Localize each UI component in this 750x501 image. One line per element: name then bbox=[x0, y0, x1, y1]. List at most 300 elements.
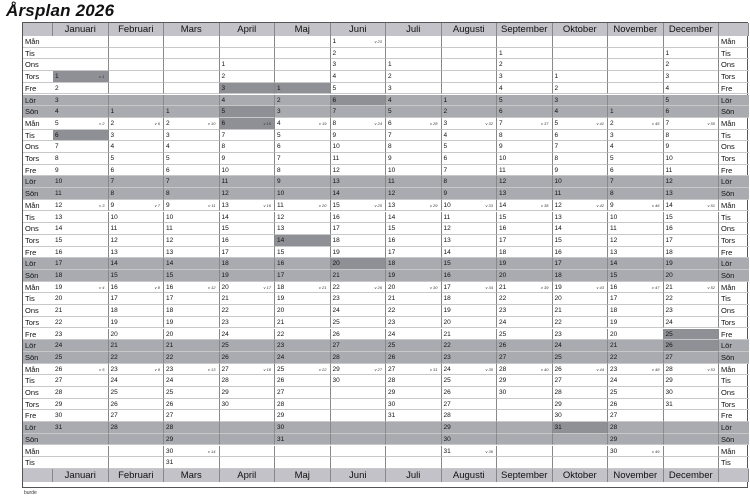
day-cell[interactable]: 18 bbox=[331, 235, 387, 247]
day-cell[interactable]: 11 v 20 bbox=[275, 200, 331, 212]
day-cell[interactable]: 29 bbox=[53, 399, 109, 411]
day-cell[interactable]: 21 bbox=[164, 340, 220, 352]
day-cell[interactable]: 27 bbox=[442, 399, 498, 411]
day-cell[interactable]: 1 bbox=[275, 83, 331, 95]
day-cell[interactable]: 2 v 10 bbox=[164, 118, 220, 130]
day-cell[interactable]: 20 bbox=[275, 305, 331, 317]
day-cell[interactable]: 26 bbox=[386, 352, 442, 364]
day-cell[interactable]: 1 v 1 bbox=[53, 71, 109, 83]
day-cell[interactable]: 7 v 37 bbox=[497, 118, 553, 130]
day-cell[interactable]: 10 bbox=[386, 165, 442, 177]
day-cell[interactable]: 16 v 47 bbox=[608, 282, 664, 294]
day-cell[interactable]: 5 bbox=[109, 153, 165, 165]
day-cell[interactable]: 9 bbox=[497, 141, 553, 153]
day-cell[interactable]: 25 v 22 bbox=[275, 364, 331, 376]
day-cell[interactable]: 13 bbox=[664, 188, 720, 200]
day-cell[interactable]: 6 bbox=[553, 130, 609, 142]
day-cell[interactable]: 30 bbox=[553, 410, 609, 422]
day-cell[interactable]: 26 bbox=[275, 375, 331, 387]
day-cell[interactable]: 19 bbox=[331, 247, 387, 259]
day-cell[interactable]: 29 bbox=[497, 375, 553, 387]
day-cell[interactable]: 27 bbox=[608, 410, 664, 422]
day-cell[interactable]: 8 bbox=[442, 176, 498, 188]
day-cell[interactable]: 31 bbox=[664, 399, 720, 411]
day-cell[interactable]: 3 bbox=[275, 106, 331, 118]
day-cell[interactable]: 27 bbox=[497, 352, 553, 364]
day-cell[interactable]: 22 bbox=[664, 293, 720, 305]
day-cell[interactable]: 2 v 6 bbox=[109, 118, 165, 130]
day-cell[interactable]: 6 v 28 bbox=[386, 118, 442, 130]
day-cell[interactable]: 17 bbox=[53, 258, 109, 270]
day-cell[interactable]: 17 bbox=[608, 293, 664, 305]
day-cell[interactable]: 8 bbox=[664, 130, 720, 142]
day-cell[interactable]: 1 bbox=[497, 48, 553, 60]
day-cell[interactable]: 1 v 23 bbox=[331, 36, 387, 48]
day-cell[interactable]: 21 bbox=[442, 329, 498, 341]
day-cell[interactable]: 21 bbox=[53, 305, 109, 317]
day-cell[interactable]: 30 bbox=[442, 434, 498, 446]
day-cell[interactable]: 27 bbox=[664, 352, 720, 364]
day-cell[interactable]: 19 bbox=[164, 317, 220, 329]
day-cell[interactable]: 7 bbox=[386, 130, 442, 142]
day-cell[interactable]: 7 bbox=[220, 130, 276, 142]
day-cell[interactable]: 2 bbox=[386, 71, 442, 83]
day-cell[interactable]: 2 bbox=[553, 83, 609, 95]
day-cell[interactable]: 1 bbox=[553, 71, 609, 83]
day-cell[interactable]: 21 v 52 bbox=[664, 282, 720, 294]
day-cell[interactable]: 7 bbox=[164, 176, 220, 188]
day-cell[interactable]: 9 bbox=[664, 141, 720, 153]
day-cell[interactable]: 16 bbox=[386, 235, 442, 247]
day-cell[interactable]: 7 bbox=[553, 141, 609, 153]
day-cell[interactable]: 3 bbox=[664, 71, 720, 83]
day-cell[interactable]: 13 bbox=[497, 188, 553, 200]
day-cell[interactable]: 15 v 25 bbox=[331, 200, 387, 212]
day-cell[interactable]: 10 bbox=[608, 212, 664, 224]
day-cell[interactable]: 15 bbox=[220, 223, 276, 235]
day-cell[interactable]: 20 bbox=[442, 317, 498, 329]
day-cell[interactable]: 23 bbox=[497, 305, 553, 317]
day-cell[interactable]: 17 bbox=[497, 235, 553, 247]
day-cell[interactable]: 2 bbox=[220, 71, 276, 83]
day-cell[interactable]: 6 bbox=[497, 106, 553, 118]
day-cell[interactable]: 28 v 53 bbox=[664, 364, 720, 376]
day-cell[interactable]: 23 v 9 bbox=[109, 364, 165, 376]
day-cell[interactable]: 6 bbox=[109, 165, 165, 177]
day-cell[interactable]: 28 bbox=[553, 387, 609, 399]
day-cell[interactable]: 1 bbox=[608, 106, 664, 118]
day-cell[interactable]: 16 v 12 bbox=[164, 282, 220, 294]
day-cell[interactable]: 13 bbox=[442, 235, 498, 247]
day-cell[interactable]: 6 bbox=[442, 153, 498, 165]
day-cell[interactable]: 14 bbox=[553, 223, 609, 235]
day-cell[interactable]: 5 bbox=[331, 83, 387, 95]
day-cell[interactable]: 5 v 2 bbox=[53, 118, 109, 130]
day-cell[interactable]: 8 bbox=[275, 165, 331, 177]
day-cell[interactable]: 24 bbox=[331, 305, 387, 317]
day-cell[interactable]: 26 bbox=[664, 340, 720, 352]
day-cell[interactable]: 27 bbox=[109, 410, 165, 422]
day-cell[interactable]: 3 bbox=[386, 83, 442, 95]
day-cell[interactable]: 6 bbox=[164, 165, 220, 177]
day-cell[interactable]: 14 v 38 bbox=[497, 200, 553, 212]
day-cell[interactable]: 30 v 14 bbox=[164, 446, 220, 458]
day-cell[interactable]: 14 bbox=[275, 235, 331, 247]
day-cell[interactable]: 15 bbox=[553, 235, 609, 247]
day-cell[interactable]: 16 v 8 bbox=[109, 282, 165, 294]
day-cell[interactable]: 9 v 11 bbox=[164, 200, 220, 212]
day-cell[interactable]: 31 bbox=[275, 434, 331, 446]
day-cell[interactable]: 22 bbox=[275, 329, 331, 341]
day-cell[interactable]: 23 bbox=[220, 317, 276, 329]
day-cell[interactable]: 16 bbox=[331, 212, 387, 224]
day-cell[interactable]: 25 bbox=[164, 387, 220, 399]
day-cell[interactable]: 17 bbox=[553, 258, 609, 270]
day-cell[interactable]: 18 bbox=[386, 258, 442, 270]
day-cell[interactable]: 18 bbox=[109, 305, 165, 317]
day-cell[interactable]: 15 bbox=[275, 247, 331, 259]
day-cell[interactable]: 8 bbox=[553, 153, 609, 165]
day-cell[interactable]: 20 bbox=[109, 329, 165, 341]
day-cell[interactable]: 25 bbox=[53, 352, 109, 364]
day-cell[interactable]: 7 bbox=[109, 176, 165, 188]
day-cell[interactable]: 13 v 16 bbox=[220, 200, 276, 212]
day-cell[interactable]: 10 bbox=[553, 176, 609, 188]
day-cell[interactable]: 6 bbox=[664, 106, 720, 118]
day-cell[interactable]: 13 bbox=[331, 176, 387, 188]
day-cell[interactable]: 19 v 43 bbox=[553, 282, 609, 294]
day-cell[interactable]: 7 bbox=[53, 141, 109, 153]
day-cell[interactable]: 24 bbox=[275, 352, 331, 364]
day-cell[interactable]: 31 bbox=[53, 422, 109, 434]
day-cell[interactable]: 6 v 15 bbox=[220, 118, 276, 130]
day-cell[interactable]: 10 bbox=[497, 153, 553, 165]
day-cell[interactable]: 15 bbox=[109, 270, 165, 282]
day-cell[interactable]: 4 bbox=[497, 83, 553, 95]
day-cell[interactable]: 7 v 50 bbox=[664, 118, 720, 130]
day-cell[interactable]: 5 bbox=[497, 95, 553, 107]
day-cell[interactable]: 18 bbox=[53, 270, 109, 282]
day-cell[interactable]: 19 bbox=[497, 258, 553, 270]
day-cell[interactable]: 25 bbox=[109, 387, 165, 399]
day-cell[interactable]: 7 bbox=[275, 153, 331, 165]
day-cell[interactable]: 17 bbox=[109, 293, 165, 305]
day-cell[interactable]: 8 bbox=[53, 153, 109, 165]
day-cell[interactable]: 30 bbox=[497, 387, 553, 399]
day-cell[interactable]: 10 bbox=[664, 153, 720, 165]
day-cell[interactable]: 19 bbox=[608, 317, 664, 329]
day-cell[interactable]: 7 bbox=[331, 106, 387, 118]
day-cell[interactable]: 21 bbox=[109, 340, 165, 352]
day-cell[interactable]: 22 bbox=[386, 305, 442, 317]
day-cell[interactable]: 1 bbox=[664, 48, 720, 60]
day-cell[interactable]: 4 bbox=[442, 130, 498, 142]
day-cell[interactable]: 30 bbox=[331, 375, 387, 387]
day-cell[interactable]: 19 bbox=[109, 317, 165, 329]
day-cell[interactable]: 25 bbox=[608, 387, 664, 399]
day-cell[interactable]: 30 v 49 bbox=[608, 446, 664, 458]
day-cell[interactable]: 18 bbox=[220, 258, 276, 270]
day-cell[interactable]: 22 bbox=[442, 340, 498, 352]
day-cell[interactable]: 13 bbox=[53, 212, 109, 224]
day-cell[interactable]: 9 v 7 bbox=[109, 200, 165, 212]
day-cell[interactable]: 12 v 3 bbox=[53, 200, 109, 212]
day-cell[interactable]: 12 bbox=[497, 176, 553, 188]
day-cell[interactable]: 11 bbox=[497, 165, 553, 177]
day-cell[interactable]: 7 bbox=[442, 165, 498, 177]
day-cell[interactable]: 4 bbox=[53, 106, 109, 118]
day-cell[interactable]: 11 bbox=[331, 153, 387, 165]
day-cell[interactable]: 8 bbox=[497, 130, 553, 142]
day-cell[interactable]: 9 bbox=[386, 153, 442, 165]
day-cell[interactable]: 12 bbox=[386, 188, 442, 200]
day-cell[interactable]: 19 bbox=[442, 305, 498, 317]
day-cell[interactable]: 10 bbox=[109, 212, 165, 224]
day-cell[interactable]: 24 bbox=[386, 329, 442, 341]
day-cell[interactable]: 27 v 31 bbox=[386, 364, 442, 376]
day-cell[interactable]: 5 v 41 bbox=[553, 118, 609, 130]
day-cell[interactable]: 4 bbox=[109, 141, 165, 153]
day-cell[interactable]: 27 bbox=[331, 340, 387, 352]
day-cell[interactable]: 15 bbox=[386, 223, 442, 235]
day-cell[interactable]: 19 bbox=[386, 270, 442, 282]
day-cell[interactable]: 11 bbox=[442, 212, 498, 224]
day-cell[interactable]: 13 bbox=[553, 212, 609, 224]
day-cell[interactable]: 12 bbox=[664, 176, 720, 188]
day-cell[interactable]: 11 bbox=[664, 165, 720, 177]
day-cell[interactable]: 14 bbox=[442, 247, 498, 259]
day-cell[interactable]: 4 bbox=[331, 71, 387, 83]
day-cell[interactable]: 28 bbox=[109, 422, 165, 434]
day-cell[interactable]: 20 bbox=[553, 293, 609, 305]
day-cell[interactable]: 16 bbox=[275, 258, 331, 270]
day-cell[interactable]: 5 bbox=[275, 130, 331, 142]
day-cell[interactable]: 14 v 51 bbox=[664, 200, 720, 212]
day-cell[interactable]: 13 bbox=[109, 247, 165, 259]
day-cell[interactable]: 28 bbox=[331, 352, 387, 364]
day-cell[interactable]: 11 bbox=[220, 176, 276, 188]
day-cell[interactable]: 18 bbox=[164, 305, 220, 317]
day-cell[interactable]: 14 bbox=[608, 258, 664, 270]
day-cell[interactable]: 24 bbox=[553, 340, 609, 352]
day-cell[interactable]: 9 v 46 bbox=[608, 200, 664, 212]
day-cell[interactable]: 12 bbox=[275, 212, 331, 224]
day-cell[interactable]: 17 bbox=[386, 247, 442, 259]
day-cell[interactable]: 24 bbox=[53, 340, 109, 352]
day-cell[interactable]: 1 bbox=[109, 106, 165, 118]
day-cell[interactable]: 5 bbox=[386, 106, 442, 118]
day-cell[interactable]: 12 bbox=[608, 235, 664, 247]
day-cell[interactable]: 23 bbox=[664, 305, 720, 317]
day-cell[interactable]: 12 bbox=[331, 165, 387, 177]
day-cell[interactable]: 20 bbox=[53, 293, 109, 305]
day-cell[interactable]: 4 bbox=[164, 141, 220, 153]
day-cell[interactable]: 12 bbox=[164, 235, 220, 247]
day-cell[interactable]: 31 bbox=[386, 410, 442, 422]
day-cell[interactable]: 30 bbox=[664, 387, 720, 399]
day-cell[interactable]: 5 bbox=[220, 106, 276, 118]
day-cell[interactable]: 25 bbox=[497, 329, 553, 341]
day-cell[interactable]: 20 bbox=[608, 329, 664, 341]
day-cell[interactable]: 17 bbox=[664, 235, 720, 247]
day-cell[interactable]: 16 bbox=[553, 247, 609, 259]
day-cell[interactable]: 25 bbox=[220, 340, 276, 352]
day-cell[interactable]: 24 bbox=[664, 317, 720, 329]
day-cell[interactable]: 28 bbox=[164, 422, 220, 434]
day-cell[interactable]: 18 v 21 bbox=[275, 282, 331, 294]
day-cell[interactable]: 8 bbox=[220, 141, 276, 153]
day-cell[interactable]: 21 bbox=[386, 293, 442, 305]
day-cell[interactable]: 15 bbox=[53, 235, 109, 247]
day-cell[interactable]: 11 bbox=[53, 188, 109, 200]
day-cell[interactable]: 15 bbox=[442, 258, 498, 270]
day-cell[interactable]: 20 bbox=[331, 258, 387, 270]
day-cell[interactable]: 30 bbox=[53, 410, 109, 422]
day-cell[interactable]: 16 bbox=[497, 223, 553, 235]
day-cell[interactable]: 21 bbox=[608, 340, 664, 352]
day-cell[interactable]: 9 bbox=[275, 176, 331, 188]
day-cell[interactable]: 29 bbox=[442, 422, 498, 434]
day-cell[interactable]: 29 bbox=[386, 387, 442, 399]
day-cell[interactable]: 14 bbox=[53, 223, 109, 235]
day-cell[interactable]: 31 v 36 bbox=[442, 446, 498, 458]
day-cell[interactable]: 27 bbox=[164, 410, 220, 422]
day-cell[interactable]: 15 bbox=[664, 212, 720, 224]
day-cell[interactable]: 17 bbox=[331, 223, 387, 235]
day-cell[interactable]: 20 v 30 bbox=[386, 282, 442, 294]
day-cell[interactable]: 23 bbox=[386, 317, 442, 329]
day-cell[interactable]: 1 bbox=[386, 59, 442, 71]
day-cell[interactable]: 14 bbox=[220, 212, 276, 224]
day-cell[interactable]: 6 bbox=[608, 165, 664, 177]
day-cell[interactable]: 18 bbox=[442, 293, 498, 305]
day-cell[interactable]: 24 v 35 bbox=[442, 364, 498, 376]
day-cell[interactable]: 12 bbox=[220, 188, 276, 200]
day-cell[interactable]: 9 bbox=[53, 165, 109, 177]
day-cell[interactable]: 13 bbox=[164, 247, 220, 259]
day-cell[interactable]: 14 bbox=[331, 188, 387, 200]
day-cell[interactable]: 8 bbox=[386, 141, 442, 153]
day-cell[interactable]: 3 v 32 bbox=[442, 118, 498, 130]
day-cell[interactable]: 11 bbox=[553, 188, 609, 200]
day-cell[interactable]: 11 bbox=[164, 223, 220, 235]
day-cell[interactable]: 3 bbox=[109, 130, 165, 142]
day-cell[interactable]: 8 v 24 bbox=[331, 118, 387, 130]
day-cell[interactable]: 8 bbox=[109, 188, 165, 200]
day-cell[interactable]: 5 bbox=[164, 153, 220, 165]
day-cell[interactable]: 22 bbox=[53, 317, 109, 329]
day-cell[interactable]: 3 bbox=[164, 130, 220, 142]
day-cell[interactable]: 4 v 19 bbox=[275, 118, 331, 130]
day-cell[interactable]: 11 bbox=[386, 176, 442, 188]
day-cell[interactable]: 26 v 44 bbox=[553, 364, 609, 376]
day-cell[interactable]: 11 bbox=[608, 223, 664, 235]
day-cell[interactable]: 24 bbox=[109, 375, 165, 387]
day-cell[interactable]: 27 v 18 bbox=[220, 364, 276, 376]
day-cell[interactable]: 10 bbox=[164, 212, 220, 224]
day-cell[interactable]: 3 bbox=[331, 59, 387, 71]
day-cell[interactable]: 22 bbox=[608, 352, 664, 364]
day-cell[interactable]: 18 bbox=[497, 247, 553, 259]
day-cell[interactable]: 28 v 40 bbox=[497, 364, 553, 376]
day-cell[interactable]: 1 bbox=[220, 59, 276, 71]
day-cell[interactable]: 26 bbox=[497, 340, 553, 352]
day-cell[interactable]: 19 bbox=[275, 293, 331, 305]
day-cell[interactable]: 16 bbox=[442, 270, 498, 282]
day-cell[interactable]: 31 bbox=[164, 457, 220, 469]
day-cell[interactable]: 19 v 4 bbox=[53, 282, 109, 294]
day-cell[interactable]: 24 bbox=[608, 375, 664, 387]
day-cell[interactable]: 28 bbox=[53, 387, 109, 399]
day-cell[interactable]: 4 bbox=[664, 83, 720, 95]
day-cell[interactable]: 22 bbox=[109, 352, 165, 364]
day-cell[interactable]: 9 bbox=[331, 130, 387, 142]
day-cell[interactable]: 22 bbox=[220, 305, 276, 317]
day-cell[interactable]: 27 bbox=[53, 375, 109, 387]
day-cell[interactable]: 2 bbox=[497, 59, 553, 71]
day-cell[interactable]: 18 bbox=[664, 247, 720, 259]
day-cell[interactable]: 12 bbox=[109, 235, 165, 247]
day-cell[interactable]: 2 v 45 bbox=[608, 118, 664, 130]
day-cell[interactable]: 17 bbox=[275, 270, 331, 282]
day-cell[interactable]: 28 bbox=[608, 422, 664, 434]
day-cell[interactable]: 29 bbox=[553, 399, 609, 411]
day-cell[interactable]: 27 bbox=[275, 387, 331, 399]
day-cell[interactable]: 20 v 17 bbox=[220, 282, 276, 294]
day-cell[interactable]: 9 bbox=[553, 165, 609, 177]
day-cell[interactable]: 26 bbox=[331, 329, 387, 341]
day-cell[interactable]: 25 bbox=[553, 352, 609, 364]
day-cell[interactable]: 13 bbox=[275, 223, 331, 235]
day-cell[interactable]: 23 v 13 bbox=[164, 364, 220, 376]
day-cell[interactable]: 25 bbox=[664, 329, 720, 341]
day-cell[interactable]: 21 v 39 bbox=[497, 282, 553, 294]
day-cell[interactable]: 28 bbox=[220, 375, 276, 387]
day-cell[interactable]: 2 bbox=[442, 106, 498, 118]
day-cell[interactable]: 20 bbox=[664, 270, 720, 282]
day-cell[interactable]: 22 bbox=[553, 317, 609, 329]
day-cell[interactable]: 20 bbox=[164, 329, 220, 341]
day-cell[interactable]: 21 bbox=[220, 293, 276, 305]
day-cell[interactable]: 2 bbox=[664, 59, 720, 71]
day-cell[interactable]: 16 bbox=[664, 223, 720, 235]
day-cell[interactable]: 19 bbox=[220, 270, 276, 282]
day-cell[interactable]: 22 bbox=[497, 293, 553, 305]
day-cell[interactable]: 27 bbox=[553, 375, 609, 387]
day-cell[interactable]: 4 bbox=[553, 106, 609, 118]
day-cell[interactable]: 8 bbox=[164, 188, 220, 200]
day-cell[interactable]: 21 bbox=[331, 270, 387, 282]
day-cell[interactable]: 24 bbox=[164, 375, 220, 387]
day-cell[interactable]: 10 bbox=[275, 188, 331, 200]
day-cell[interactable]: 4 bbox=[608, 141, 664, 153]
day-cell[interactable]: 20 bbox=[497, 270, 553, 282]
day-cell[interactable]: 21 bbox=[275, 317, 331, 329]
day-cell[interactable]: 26 bbox=[164, 399, 220, 411]
day-cell[interactable]: 17 v 34 bbox=[442, 282, 498, 294]
day-cell[interactable]: 28 bbox=[442, 410, 498, 422]
day-cell[interactable]: 29 bbox=[608, 434, 664, 446]
day-cell[interactable]: 17 bbox=[220, 247, 276, 259]
day-cell[interactable]: 4 bbox=[220, 95, 276, 107]
day-cell[interactable]: 15 bbox=[164, 270, 220, 282]
day-cell[interactable]: 25 bbox=[442, 375, 498, 387]
day-cell[interactable]: 3 bbox=[220, 83, 276, 95]
day-cell[interactable]: 13 bbox=[608, 247, 664, 259]
day-cell[interactable]: 29 v 27 bbox=[331, 364, 387, 376]
day-cell[interactable]: 18 bbox=[553, 270, 609, 282]
day-cell[interactable]: 9 bbox=[442, 188, 498, 200]
